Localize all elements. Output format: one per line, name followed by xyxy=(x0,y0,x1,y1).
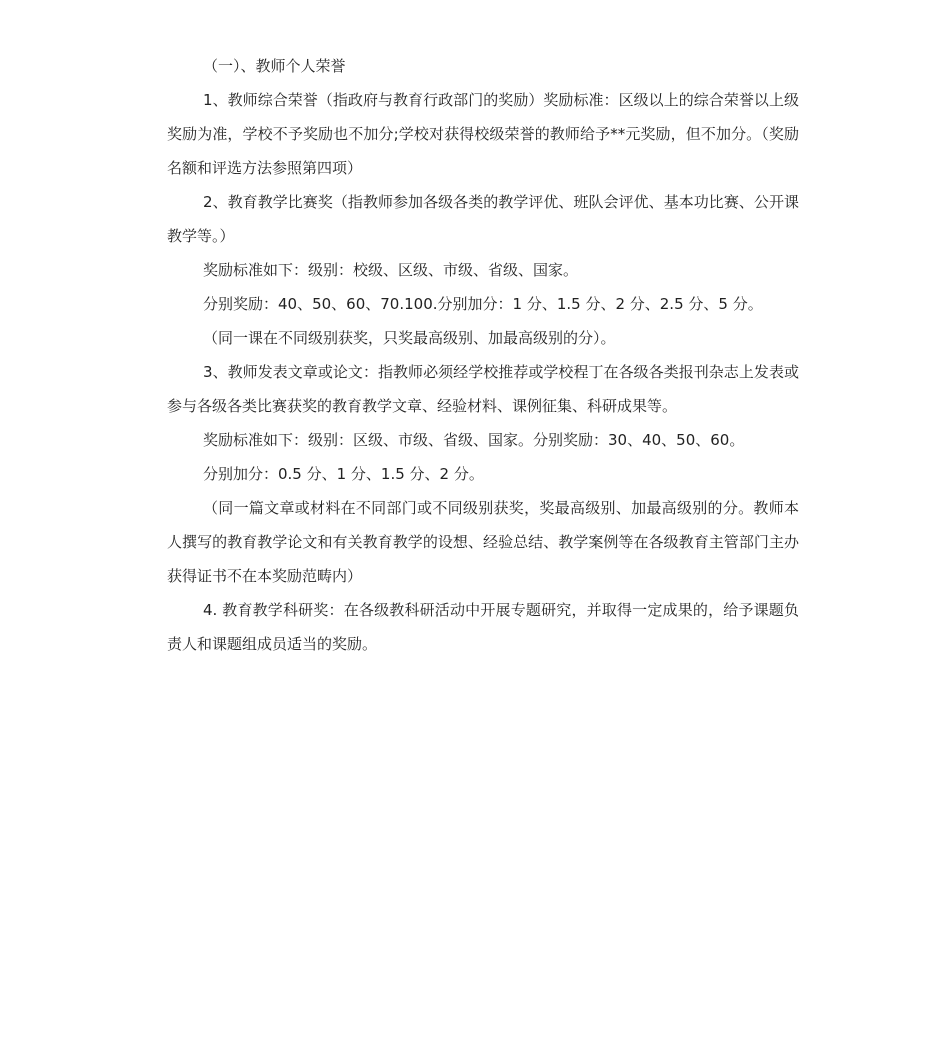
paragraph-competition-note: （同一课在不同级别获奖，只奖最高级别、加最高级别的分）。 xyxy=(203,329,616,347)
paragraph-comprehensive-honor: 1、教师综合荣誉（指政府与教育行政部门的奖励）奖励标准：区级以上的综合荣誉以上级奖励为准，学校不予奖励也不加分;学校对获得校级荣誉的教师给予**元奖励，但不加分。（奖励名额和评选方法参照第四项） xyxy=(167,91,799,177)
paragraph-publications: 3、教师发表文章或论文：指教师必须经学校推荐或学校程丁在各级各类报刊杂志上发表或参与各级各类比赛获奖的教育教学文章、经验材料、课例征集、科研成果等。 xyxy=(167,363,799,415)
paragraph-competition-levels: 奖励标准如下：级别：校级、区级、市级、省级、国家。 xyxy=(203,261,579,279)
paragraph-publication-points: 分别加分：0.5 分、1 分、1.5 分、2 分。 xyxy=(203,465,484,483)
paragraph-research-award: 4. 教育教学科研奖：在各级教科研活动中开展专题研究，并取得一定成果的，给予课题负责人和课题组成员适当的奖励。 xyxy=(167,601,799,653)
paragraph-competition-rewards: 分别奖励：40、50、60、70.100.分别加分：1 分、1.5 分、2 分、2.5 分、5 分。 xyxy=(203,295,763,313)
paragraph-teaching-competition: 2、教育教学比赛奖（指教师参加各级各类的教学评优、班队会评优、基本功比赛、公开课教学等。） xyxy=(167,193,799,245)
document-body xyxy=(167,49,799,661)
paragraph-publication-note: （同一篇文章或材料在不同部门或不同级别获奖，奖最高级别、加最高级别的分。教师本人撰写的教育教学论文和有关教育教学的设想、经验总结、教学案例等在各级教育主管部门主办获得证书不在本奖励范畴内） xyxy=(167,499,799,585)
section-heading: （一）、教师个人荣誉 xyxy=(203,57,346,75)
paragraph-publication-levels: 奖励标准如下：级别：区级、市级、省级、国家。分别奖励：30、40、50、60。 xyxy=(203,431,745,449)
